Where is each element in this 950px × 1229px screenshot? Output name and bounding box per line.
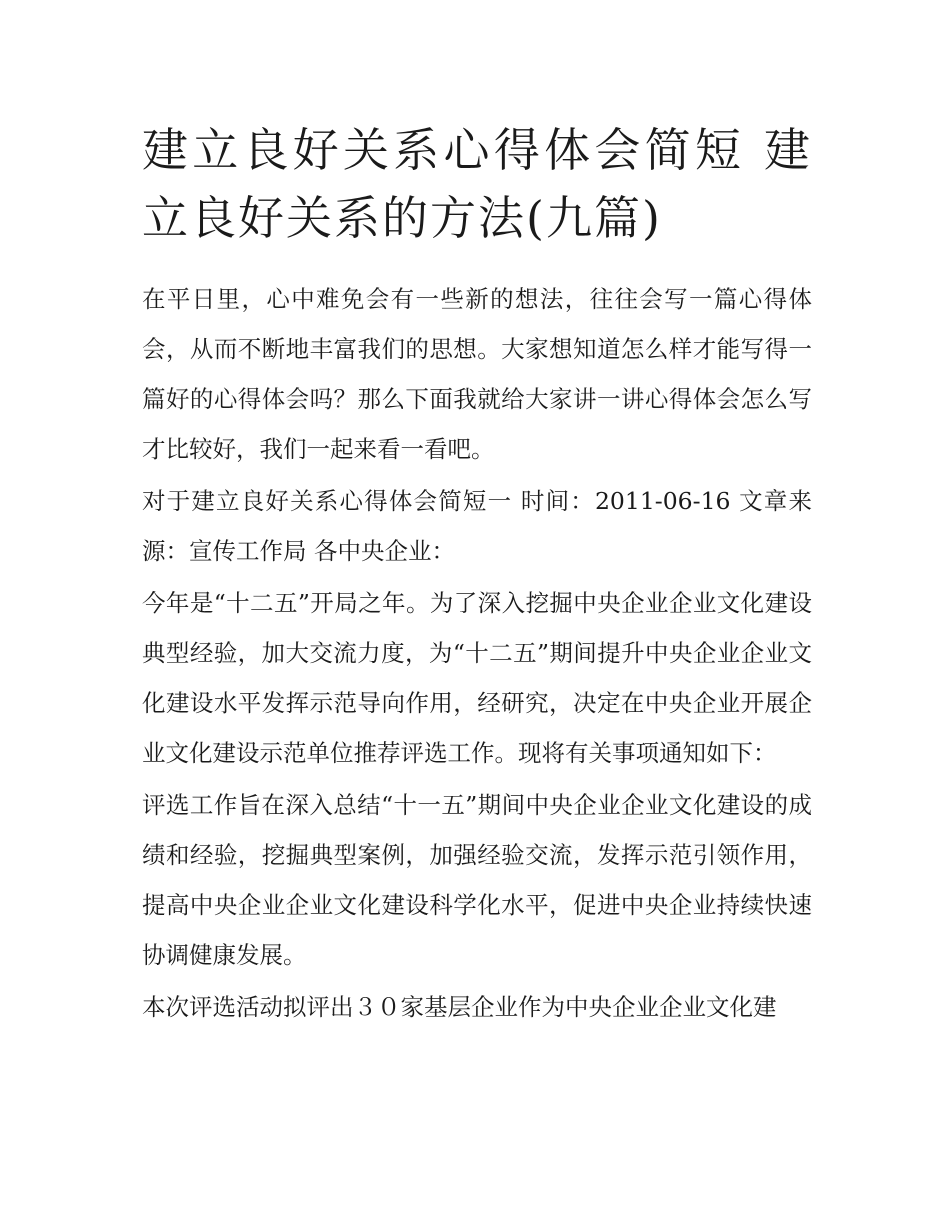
document-content: [142, 116, 812, 1034]
paragraph-source: 对于建立良好关系心得体会简短一 时间：2011-06-16 文章来源：宣传工作局 各中央企业：: [142, 487, 812, 565]
paragraph-intro: 在平日里，心中难免会有一些新的想法，往往会写一篇心得体会，从而不断地丰富我们的思想。大家想知道怎么样才能写得一篇好的心得体会吗？那么下面我就给大家讲一讲心得体会怎么写才比较好，我们一起来看一看吧。: [142, 285, 812, 463]
paragraph-scope: 本次评选活动拟评出３０家基层企业作为中央企业企业文化建: [142, 993, 777, 1021]
paragraph-background: 今年是“十二五”开局之年。为了深入挖掘中央企业企业文化建设典型经验，加大交流力度，为“十二五”期间提升中央企业企业文化建设水平发挥示范导向作用，经研究，决定在中央企业开展企业文化建设示范单位推荐评选工作。现将有关事项通知如下：: [142, 589, 812, 767]
document-title: 建立良好关系心得体会简短 建立良好关系的方法(九篇): [142, 123, 812, 245]
document-body: [142, 274, 812, 1032]
paragraph-purpose: 评选工作旨在深入总结“十一五”期间中央企业企业文化建设的成绩和经验，挖掘典型案例，加强经验交流，发挥示范引领作用，提高中央企业企业文化建设科学化水平，促进中央企业持续快速协调健康发展。: [142, 791, 812, 969]
